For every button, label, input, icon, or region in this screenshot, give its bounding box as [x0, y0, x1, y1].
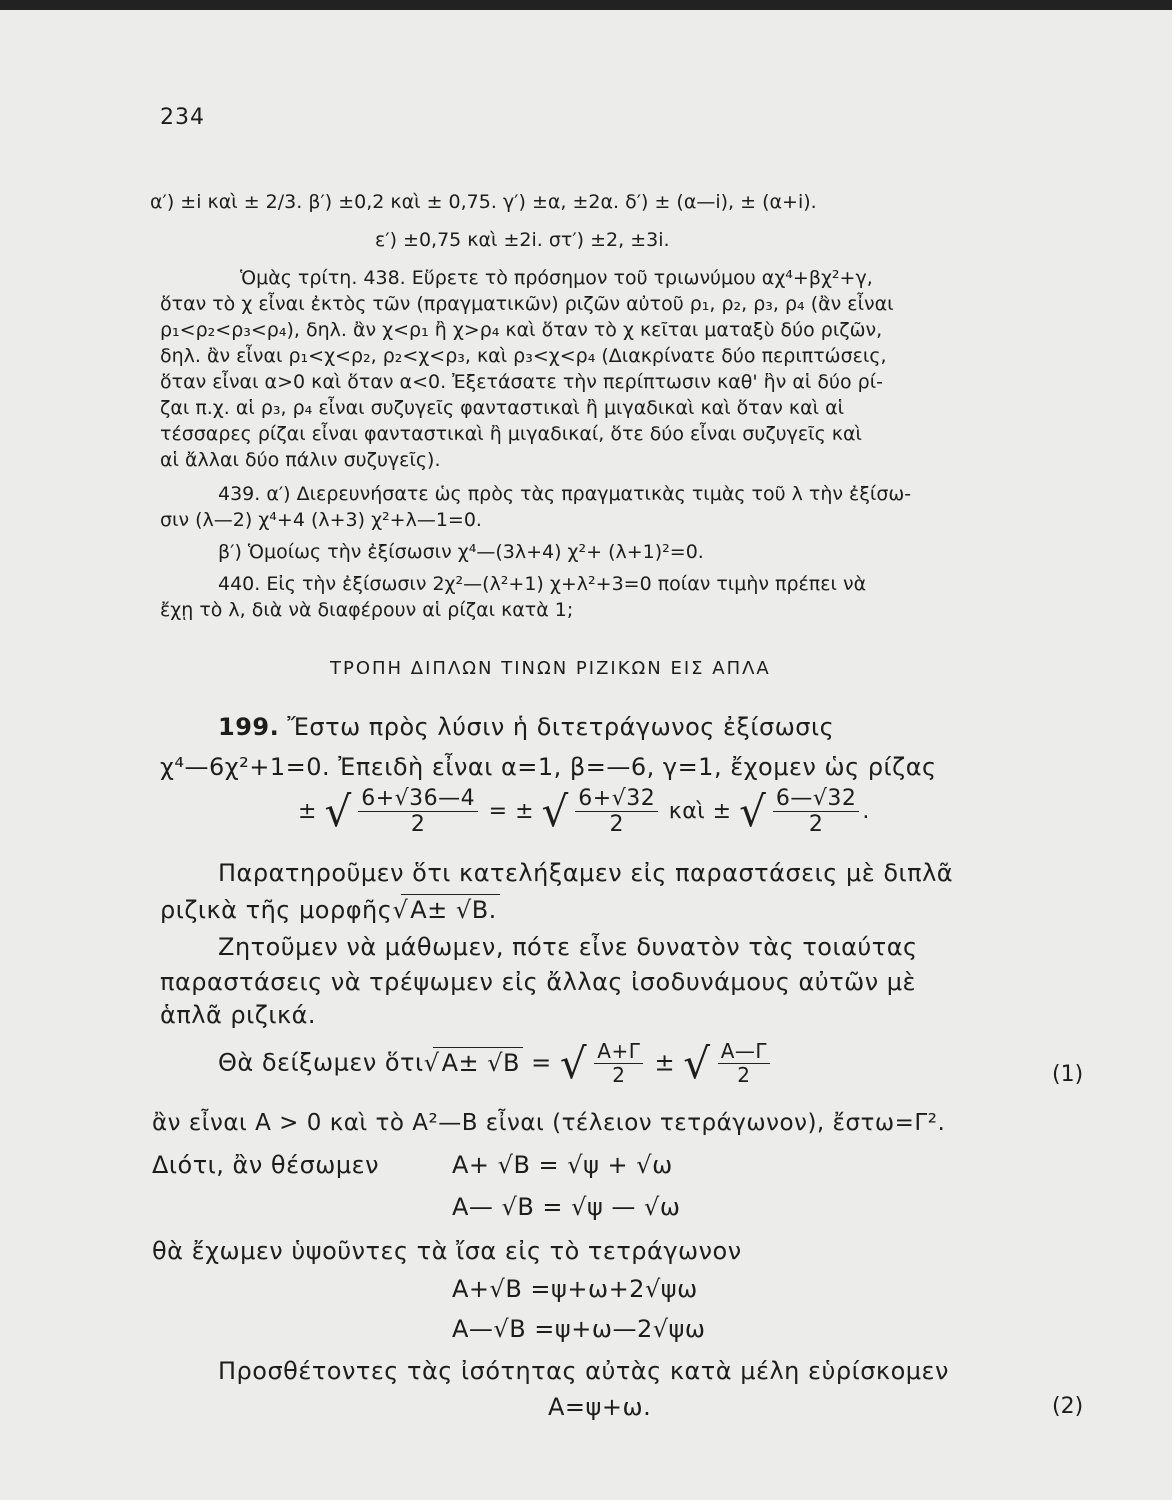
equation-number-2: (2): [1052, 1394, 1084, 1419]
equation-number-1: (1): [1052, 1062, 1084, 1087]
radical-icon: √: [559, 1038, 588, 1088]
answers-line-2: ε′) ±0,75 καὶ ±2i. στ′) ±2, ±3i.: [375, 229, 670, 251]
square-eq-2: A—√B =ψ+ω—2√ψω: [452, 1315, 706, 1343]
section-number: 199.: [218, 713, 280, 741]
exercise-438-line-8: αἱ ἄλλαι δύο πάλιν συζυγεῖς).: [160, 449, 441, 471]
double-radical: √ A± √B.: [401, 894, 499, 925]
substitution-1: A+ √B = √ψ + √ω: [452, 1151, 673, 1179]
square-eq-1: A+√B =ψ+ω+2√ψω: [452, 1275, 698, 1303]
exercise-439-line-2: σιν (λ—2) χ⁴+4 (λ+3) χ²+λ—1=0.: [160, 509, 482, 531]
section-text: Ἔστω πρὸς λύσιν ἡ διτετράγωνος ἐξίσωσις: [287, 713, 835, 741]
exercise-438-line-5: ὅταν εἶναι α>0 καὶ ὅταν α<0. Ἐξετάσατε τὴν περίπτωσιν καθ' ἣν αἱ δύο ρί-: [160, 371, 883, 393]
root-fraction-1: $\frac{6+√36—4}{2}$: [358, 786, 478, 838]
equation-1: Θὰ δείξωμεν ὅτι √ A± √B = √ $\frac{A+\Gamma}{2}$ ± √ $\frac{A—\Gamma}{2}$: [218, 1040, 773, 1087]
section-199-line-1: [218, 712, 834, 742]
section-199-line-7: ἁπλᾶ ριζικά.: [160, 1001, 317, 1029]
section-199-line-11: θὰ ἔχωμεν ὑψοῦντες τὰ ἴσα εἰς τὸ τετράγωνον: [152, 1237, 742, 1265]
root-fraction-3: $\frac{6—√32}{2}$: [773, 786, 860, 838]
exercise-439-line-3: β′) Ὁμοίως τὴν ἐξίσωσιν χ⁴—(3λ+4) χ²+ (λ+1)²=0.: [218, 541, 704, 563]
section-199-line-14: Προσθέτοντες τὰς ἰσότητας αὐτὰς κατὰ μέλη εὑρίσκομεν: [218, 1357, 949, 1385]
radical-icon: √: [683, 1038, 711, 1088]
radical-icon: √: [324, 786, 352, 836]
section-199-line-2: χ⁴—6χ²+1=0. Ἐπειδὴ εἶναι α=1, β=—6, γ=1, ἔχομεν ὡς ρίζας: [160, 753, 937, 781]
section-199-line-4: ριζικὰ τῆς μορφῆς √ A± √B.: [160, 894, 500, 925]
exercise-440-line-1: 440. Εἰς τὴν ἐξίσωσιν 2χ²—(λ²+1) χ+λ²+3=0 ποίαν τιμὴν πρέπει νὰ: [218, 573, 867, 595]
eq1-fraction-1: $\frac{A+\Gamma}{2}$: [594, 1040, 643, 1087]
lhs-radical: √ A± √B: [433, 1047, 523, 1078]
and-plus-minus: καὶ ±: [668, 798, 732, 824]
section-199-line-8: ἂν εἶναι A > 0 καὶ τὸ A²—B εἶναι (τέλειον τετράγωνον), ἔστω=Γ².: [152, 1110, 946, 1136]
exercise-440-line-2: ἔχῃ τὸ λ, διὰ νὰ διαφέρουν αἱ ρίζαι κατὰ 1;: [160, 599, 574, 621]
radical-icon: √: [739, 786, 767, 836]
roots-formula: ± √ $\frac{6+√36—4}{2}$ = ± √ $\frac{6+√32}{2}$ καὶ ± √ $\frac{6—√32}{2}$ .: [298, 786, 870, 838]
exercise-438-line-3: ρ₁<ρ₂<ρ₃<ρ₄), δηλ. ἂν χ<ρ₁ ἢ χ>ρ₄ καὶ ὅταν τὸ χ κεῖται ματαξὺ δύο ριζῶν,: [160, 319, 883, 341]
plus-minus: ±: [298, 798, 317, 824]
radical-icon: √: [541, 786, 569, 836]
exercise-438-line-7: τέσσαρες ρίζαι εἶναι φανταστικαὶ ἢ μιγαδικαί, ὅτε δύο εἶναι συζυγεῖς καὶ: [160, 423, 862, 445]
sum-equation: A=ψ+ω.: [548, 1393, 652, 1421]
eq1-fraction-2: $\frac{A—\Gamma}{2}$: [718, 1040, 770, 1087]
exercise-438-line-6: ζαι π.χ. αἱ ρ₃, ρ₄ εἶναι συζυγεῖς φανταστικαὶ ἢ μιγαδικαὶ καὶ ὅταν καὶ αἱ: [160, 397, 845, 419]
exercise-438-line-2: ὅταν τὸ χ εἶναι ἐκτὸς τῶν (πραγματικῶν) ριζῶν αὐτοῦ ρ₁, ρ₂, ρ₃, ρ₄ (ἂν εἶναι: [160, 293, 894, 315]
page-number: 234: [160, 105, 205, 130]
section-199-line-3: Παρατηροῦμεν ὅτι κατελήξαμεν εἰς παραστάσεις μὲ διπλᾶ: [218, 859, 954, 887]
answers-line-1: α′) ±i καὶ ± 2/3. β′) ±0,2 καὶ ± 0,75. γ′) ±α, ±2α. δ′) ± (α—i), ± (α+i).: [150, 191, 817, 213]
section-199-line-6: παραστάσεις νὰ τρέψωμεν εἰς ἄλλας ἰσοδυνάμους αὐτῶν μὲ: [160, 968, 917, 996]
section-heading: ΤΡΟΠΗ ΔΙΠΛΩΝ ΤΙΝΩΝ ΡΙΖΙΚΩΝ ΕΙΣ ΑΠΛΑ: [330, 658, 771, 679]
section-199-line-5: Ζητοῦμεν νὰ μάθωμεν, πότε εἶνε δυνατὸν τὰς τοιαύτας: [218, 933, 918, 961]
exercise-439-line-1: 439. α′) Διερευνήσατε ὡς πρὸς τὰς πραγματικὰς τιμὰς τοῦ λ τὴν ἐξίσω-: [218, 483, 912, 505]
equals-plus-minus: = ±: [488, 798, 535, 824]
root-fraction-2: $\frac{6+√32}{2}$: [575, 786, 658, 838]
substitution-2: A— √B = √ψ — √ω: [452, 1193, 681, 1221]
scan-top-edge: [0, 0, 1172, 10]
exercise-438-line-1: Ὁμὰς τρίτη. 438. Εὕρετε τὸ πρόσημον τοῦ τριωνύμου αχ⁴+βχ²+γ,: [240, 267, 873, 289]
section-199-line-9: Διότι, ἂν θέσωμεν: [152, 1151, 380, 1179]
exercise-438-line-4: δηλ. ἂν εἶναι ρ₁<χ<ρ₂, ρ₂<χ<ρ₃, καὶ ρ₃<χ<ρ₄ (Διακρίνατε δύο περιπτώσεις,: [160, 345, 887, 367]
